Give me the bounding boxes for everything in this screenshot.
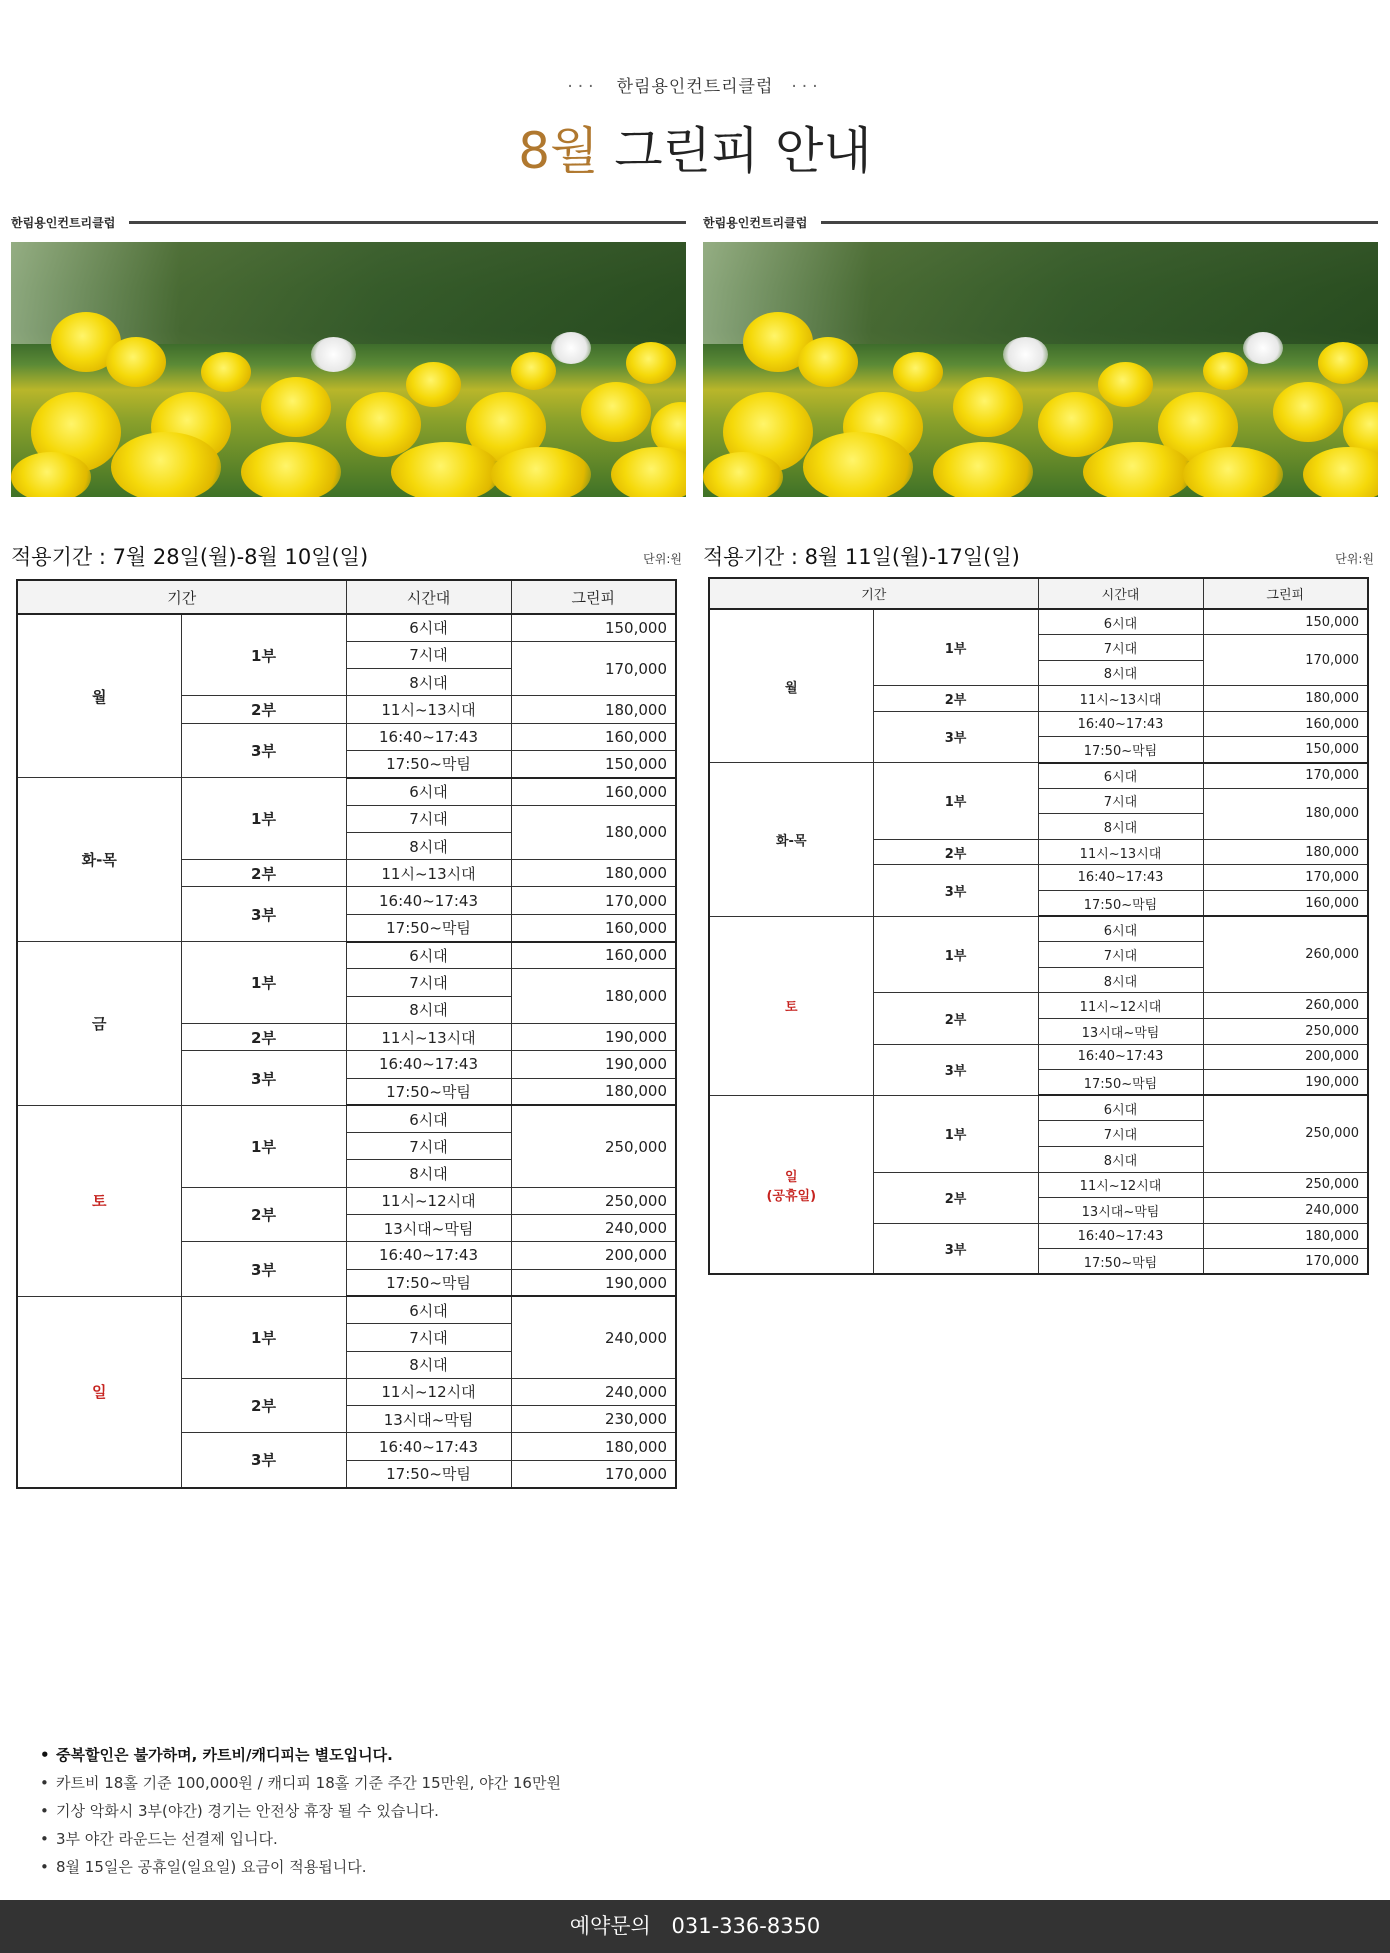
fee-cell: 190,000 [511, 1269, 676, 1296]
header-dots-left: ··· [567, 77, 599, 97]
fee-cell: 250,000 [1203, 1095, 1368, 1172]
flower-shape [1203, 352, 1248, 390]
timeslot-cell: 8시대 [1038, 1146, 1203, 1172]
timeslot-cell: 11시~12시대 [1038, 993, 1203, 1019]
day-label: 일 [784, 1169, 798, 1185]
note-item: • 3부 야간 라운드는 선결제 입니다. [40, 1825, 561, 1853]
right-period: 적용기간 : 8월 11일(월)-17일(일) [703, 545, 1020, 569]
day-label: 월 [92, 687, 107, 706]
fee-cell: 240,000 [1203, 1198, 1368, 1224]
timeslot-cell: 11시~12시대 [346, 1378, 511, 1405]
table-row [17, 942, 676, 969]
fee-cell: 180,000 [1203, 1223, 1368, 1249]
day-cell [17, 942, 181, 1106]
fee-cell: 190,000 [511, 1023, 676, 1050]
flower-shape [1303, 447, 1378, 497]
title-rest: 그린피 안내 [614, 122, 872, 180]
fee-cell: 240,000 [511, 1378, 676, 1405]
fee-cell: 250,000 [511, 1187, 676, 1214]
page-header [0, 72, 1390, 183]
fee-cell: 180,000 [511, 696, 676, 723]
timeslot-cell: 17:50~막팀 [1038, 1249, 1203, 1275]
fee-cell: 250,000 [1203, 1172, 1368, 1198]
fee-cell: 190,000 [511, 1051, 676, 1078]
left-column [11, 210, 686, 1489]
fee-cell: 180,000 [511, 1433, 676, 1460]
fee-cell: 180,000 [1203, 839, 1368, 865]
header-dots-right: ··· [791, 77, 823, 97]
flower-shape [803, 432, 913, 497]
day-cell [709, 609, 873, 763]
table-row [17, 778, 676, 805]
part-cell: 3부 [181, 887, 346, 942]
fee-cell: 170,000 [1203, 1249, 1368, 1275]
part-cell: 3부 [181, 1433, 346, 1488]
timeslot-cell: 11시~12시대 [346, 1187, 511, 1214]
right-fee-table [708, 577, 1369, 1275]
day-cell [709, 916, 873, 1095]
fee-cell: 160,000 [511, 942, 676, 969]
fee-cell: 180,000 [511, 805, 676, 860]
flower-shape [551, 332, 591, 364]
fee-cell: 170,000 [511, 887, 676, 914]
part-cell: 1부 [873, 763, 1038, 840]
fee-cell: 180,000 [511, 1078, 676, 1105]
notes-list [40, 1741, 561, 1881]
timeslot-cell: 17:50~막팀 [1038, 1070, 1203, 1096]
timeslot-cell: 16:40~17:43 [1038, 711, 1203, 737]
right-club-line [703, 210, 1378, 234]
left-period-row [11, 541, 686, 571]
table-row [17, 614, 676, 641]
fee-cell: 250,000 [511, 1105, 676, 1187]
timeslot-cell: 17:50~막팀 [346, 750, 511, 777]
part-cell: 2부 [181, 1187, 346, 1242]
timeslot-cell: 7시대 [1038, 635, 1203, 661]
header-club-line [0, 72, 1390, 97]
timeslot-cell: 7시대 [346, 805, 511, 832]
flower-shape [1098, 362, 1153, 407]
part-cell: 3부 [181, 723, 346, 778]
header-timeslot: 시간대 [346, 580, 511, 614]
timeslot-cell: 7시대 [1038, 788, 1203, 814]
fee-cell: 200,000 [1203, 1044, 1368, 1070]
day-label: 금 [92, 1014, 107, 1033]
timeslot-cell: 16:40~17:43 [1038, 865, 1203, 891]
timeslot-cell: 17:50~막팀 [346, 914, 511, 941]
note-item: • 카트비 18홀 기준 100,000원 / 캐디피 18홀 기준 주간 15만원, 야간 16만원 [40, 1769, 561, 1797]
timeslot-cell: 6시대 [1038, 763, 1203, 789]
part-cell: 2부 [873, 1172, 1038, 1223]
timeslot-cell: 7시대 [346, 1324, 511, 1351]
part-cell: 1부 [181, 942, 346, 1024]
fee-cell: 160,000 [1203, 891, 1368, 917]
table-header-row [709, 578, 1368, 609]
timeslot-cell: 16:40~17:43 [1038, 1223, 1203, 1249]
part-cell: 3부 [873, 1223, 1038, 1274]
flower-shape [1038, 392, 1113, 457]
flower-shape [1243, 332, 1283, 364]
part-cell: 3부 [873, 865, 1038, 916]
flower-shape [953, 377, 1023, 437]
timeslot-cell: 6시대 [346, 778, 511, 805]
timeslot-cell: 16:40~17:43 [346, 1051, 511, 1078]
fee-cell: 150,000 [511, 750, 676, 777]
flower-shape [933, 442, 1033, 497]
table-row [709, 1095, 1368, 1121]
part-cell: 1부 [873, 609, 1038, 686]
part-cell: 2부 [873, 686, 1038, 712]
timeslot-cell: 11시~13시대 [1038, 686, 1203, 712]
part-cell: 1부 [873, 1095, 1038, 1172]
fee-cell: 200,000 [511, 1242, 676, 1269]
timeslot-cell: 16:40~17:43 [1038, 1044, 1203, 1070]
day-label: 월 [784, 680, 798, 696]
right-flower-photo [703, 242, 1378, 497]
flower-shape [611, 447, 686, 497]
timeslot-cell: 17:50~막팀 [346, 1460, 511, 1487]
note-item: • 기상 악화시 3부(야간) 경기는 안전상 휴장 될 수 있습니다. [40, 1797, 561, 1825]
part-cell: 3부 [873, 1044, 1038, 1095]
title-month: 8월 [518, 122, 599, 180]
flower-shape [201, 352, 251, 392]
timeslot-cell: 8시대 [346, 669, 511, 696]
reservation-footer [0, 1900, 1390, 1953]
flower-shape [346, 392, 421, 457]
header-club-name: 한림용인컨트리클럽 [616, 77, 774, 97]
timeslot-cell: 11시~12시대 [1038, 1172, 1203, 1198]
flower-shape [241, 442, 341, 497]
timeslot-cell: 11시~13시대 [346, 860, 511, 887]
part-cell: 2부 [181, 1023, 346, 1050]
fee-cell: 190,000 [1203, 1070, 1368, 1096]
reservation-phone[interactable]: 031-336-8350 [671, 1914, 821, 1938]
timeslot-cell: 7시대 [1038, 942, 1203, 968]
fee-cell: 170,000 [1203, 635, 1368, 686]
timeslot-cell: 7시대 [1038, 1121, 1203, 1147]
part-cell: 3부 [181, 1051, 346, 1106]
day-label: 일 [92, 1383, 107, 1402]
flower-shape [1273, 382, 1343, 442]
day-cell [709, 1095, 873, 1274]
timeslot-cell: 16:40~17:43 [346, 723, 511, 750]
timeslot-cell: 8시대 [346, 1160, 511, 1187]
flower-shape [626, 342, 676, 384]
timeslot-cell: 6시대 [346, 1296, 511, 1323]
flower-shape [491, 447, 591, 497]
right-column [703, 210, 1378, 1275]
left-club-line [11, 210, 686, 234]
note-item: • 중복할인은 불가하며, 카트비/캐디피는 별도입니다. [40, 1741, 561, 1769]
timeslot-cell: 8시대 [1038, 660, 1203, 686]
left-flower-photo [11, 242, 686, 497]
table-row [709, 609, 1368, 635]
flower-shape [311, 337, 356, 372]
day-sublabel: (공휴일) [766, 1188, 817, 1204]
fee-cell: 170,000 [1203, 865, 1368, 891]
right-period-row [703, 541, 1378, 571]
day-cell [709, 763, 873, 917]
timeslot-cell: 13시대~막팀 [1038, 1198, 1203, 1224]
fee-cell: 180,000 [1203, 788, 1368, 839]
flower-shape [111, 432, 221, 497]
fee-cell: 150,000 [1203, 737, 1368, 763]
flower-shape [703, 452, 783, 497]
day-cell [17, 1105, 181, 1296]
header-period: 기간 [709, 578, 1038, 609]
day-label: 토 [92, 1192, 107, 1211]
fee-cell: 150,000 [511, 614, 676, 641]
timeslot-cell: 16:40~17:43 [346, 887, 511, 914]
left-fee-table [16, 579, 677, 1489]
day-label: 토 [784, 1000, 798, 1016]
part-cell: 1부 [181, 1296, 346, 1378]
header-period: 기간 [17, 580, 346, 614]
timeslot-cell: 11시~13시대 [346, 1023, 511, 1050]
timeslot-cell: 17:50~막팀 [346, 1078, 511, 1105]
flower-shape [261, 377, 331, 437]
timeslot-cell: 13시대~막팀 [346, 1215, 511, 1242]
table-header-row [17, 580, 676, 614]
day-cell [17, 778, 181, 942]
day-label: 화-목 [775, 833, 807, 849]
part-cell: 2부 [181, 696, 346, 723]
timeslot-cell: 6시대 [1038, 609, 1203, 635]
flower-shape [1083, 442, 1193, 497]
flower-shape [391, 442, 501, 497]
part-cell: 2부 [873, 839, 1038, 865]
table-row [709, 916, 1368, 942]
day-cell [17, 1296, 181, 1487]
part-cell: 1부 [873, 916, 1038, 993]
part-cell: 3부 [181, 1242, 346, 1297]
flower-shape [511, 352, 556, 390]
right-club-name: 한림용인컨트리클럽 [703, 215, 808, 230]
left-divider [129, 221, 686, 224]
fee-cell: 250,000 [1203, 1019, 1368, 1045]
fee-cell: 170,000 [511, 1460, 676, 1487]
flower-shape [406, 362, 461, 407]
fee-cell: 240,000 [511, 1296, 676, 1378]
flower-shape [1183, 447, 1283, 497]
fee-cell: 180,000 [1203, 686, 1368, 712]
reservation-label: 예약문의 [569, 1914, 651, 1938]
left-period: 적용기간 : 7월 28일(월)-8월 10일(일) [11, 545, 369, 569]
header-timeslot: 시간대 [1038, 578, 1203, 609]
left-club-name: 한림용인컨트리클럽 [11, 215, 116, 230]
fee-cell: 260,000 [1203, 916, 1368, 993]
fee-cell: 230,000 [511, 1406, 676, 1433]
flower-shape [581, 382, 651, 442]
part-cell: 2부 [873, 993, 1038, 1044]
timeslot-cell: 16:40~17:43 [346, 1433, 511, 1460]
timeslot-cell: 6시대 [346, 942, 511, 969]
note-item: • 8월 15일은 공휴일(일요일) 요금이 적용됩니다. [40, 1853, 561, 1881]
header-fee: 그린피 [1203, 578, 1368, 609]
timeslot-cell: 13시대~막팀 [346, 1406, 511, 1433]
left-unit: 단위:원 [643, 552, 682, 566]
timeslot-cell: 6시대 [1038, 1095, 1203, 1121]
timeslot-cell: 17:50~막팀 [1038, 891, 1203, 917]
timeslot-cell: 7시대 [346, 641, 511, 668]
flower-shape [106, 337, 166, 387]
day-cell [17, 614, 181, 778]
timeslot-cell: 8시대 [346, 1351, 511, 1378]
timeslot-cell: 13시대~막팀 [1038, 1019, 1203, 1045]
fee-cell: 170,000 [511, 641, 676, 696]
header-fee: 그린피 [511, 580, 676, 614]
timeslot-cell: 8시대 [1038, 967, 1203, 993]
flower-shape [1003, 337, 1048, 372]
fee-cell: 170,000 [1203, 763, 1368, 789]
right-divider [821, 221, 1378, 224]
flower-shape [798, 337, 858, 387]
timeslot-cell: 6시대 [1038, 916, 1203, 942]
timeslot-cell: 8시대 [346, 832, 511, 859]
day-label: 화-목 [81, 851, 117, 870]
part-cell: 2부 [181, 860, 346, 887]
part-cell: 1부 [181, 778, 346, 860]
fee-cell: 160,000 [511, 723, 676, 750]
timeslot-cell: 7시대 [346, 1133, 511, 1160]
fee-cell: 180,000 [511, 969, 676, 1024]
fee-cell: 240,000 [511, 1215, 676, 1242]
timeslot-cell: 8시대 [346, 996, 511, 1023]
part-cell: 2부 [181, 1378, 346, 1433]
timeslot-cell: 16:40~17:43 [346, 1242, 511, 1269]
timeslot-cell: 17:50~막팀 [346, 1269, 511, 1296]
fee-cell: 150,000 [1203, 609, 1368, 635]
fee-cell: 160,000 [511, 778, 676, 805]
timeslot-cell: 11시~13시대 [346, 696, 511, 723]
table-row [709, 763, 1368, 789]
page-title [0, 111, 1390, 183]
part-cell: 1부 [181, 1105, 346, 1187]
timeslot-cell: 7시대 [346, 969, 511, 996]
timeslot-cell: 17:50~막팀 [1038, 737, 1203, 763]
timeslot-cell: 8시대 [1038, 814, 1203, 840]
table-row [17, 1296, 676, 1323]
part-cell: 3부 [873, 711, 1038, 762]
fee-cell: 160,000 [511, 914, 676, 941]
fee-cell: 260,000 [1203, 993, 1368, 1019]
fee-cell: 160,000 [1203, 711, 1368, 737]
timeslot-cell: 6시대 [346, 1105, 511, 1132]
timeslot-cell: 11시~13시대 [1038, 839, 1203, 865]
table-row [17, 1105, 676, 1132]
flower-shape [1318, 342, 1368, 384]
part-cell: 1부 [181, 614, 346, 696]
flower-shape [893, 352, 943, 392]
fee-cell: 180,000 [511, 860, 676, 887]
flower-shape [11, 452, 91, 497]
right-unit: 단위:원 [1335, 552, 1374, 566]
timeslot-cell: 6시대 [346, 614, 511, 641]
